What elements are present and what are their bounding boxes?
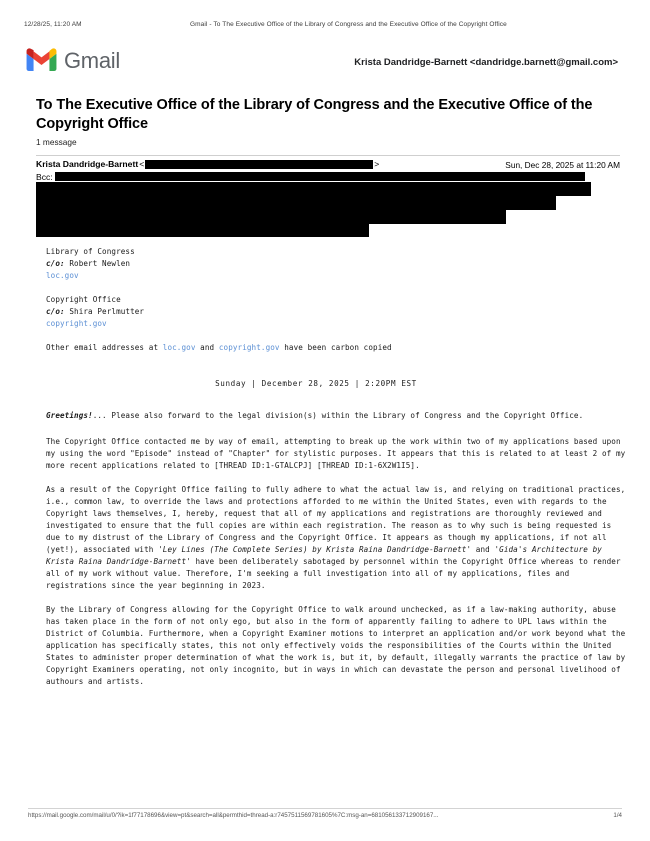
cc-note-middle: and <box>195 343 219 352</box>
carbon-copy-note <box>46 342 626 354</box>
subject-block <box>36 96 618 147</box>
attn-label: c/o: <box>46 307 65 316</box>
sender-name: Krista Dandridge-Barnett <box>36 159 139 169</box>
redaction-bar <box>36 196 556 210</box>
footer-divider <box>28 808 622 809</box>
footer-url: https://mail.google.com/mail/u/0/?ik=1f77178696&view=pt&search=all&permthid=thread-a:r7457511569781605%7C:msg-an=681056133712909167... <box>28 812 439 819</box>
sender-email-redaction <box>145 160 373 169</box>
logo-row <box>0 48 650 84</box>
cc-note-suffix: have been carbon copied <box>279 343 392 352</box>
account-display: Krista Dandridge-Barnett <dandridge.barnett@gmail.com> <box>354 57 618 68</box>
recipient-link-copyright-gov[interactable]: copyright.gov <box>46 319 107 328</box>
greeting-label: Greetings! <box>46 411 93 420</box>
sender-row <box>36 159 620 170</box>
body-paragraph-3: By the Library of Congress allowing for the Copyright Office to walk around unchecked, as if a law-making authority, abuse has taken place in the form of not only ego, but also in the form of apparently failing to adhere to UPL laws within the District of Columbia. Furthermore, when a Copyright Examiner motions to interpret an application and/or work beyond what the application has specifically states, this not only effectively voids the responsibilities of the Courts within the United States to administer proper determination of what the work is, but it, by default, illegally warrants the practice of law by Copyright Examiners operating, not only incognito, but in ways in which can devastate the person and personal livelihood of authours and artists. <box>46 605 626 686</box>
attn-name: Robert Newlen <box>69 259 131 268</box>
angle-bracket-open: < <box>139 159 145 169</box>
footer-page-number: 1/4 <box>613 812 622 819</box>
bcc-label: Bcc: <box>36 172 53 182</box>
gmail-wordmark: Gmail <box>64 48 120 73</box>
redaction-bar <box>36 224 369 237</box>
greeting-paragraph <box>46 410 626 422</box>
redaction-bar <box>36 210 506 224</box>
print-header-date: 12/28/25, 11:20 AM <box>24 21 82 28</box>
body-paragraph-2: As a result of the Copyright Office failing to fully adhere to what the actual law is, and relying on traditional practices, i.e., common law, to override the laws and protections afforded to me within the United States, even with regards to the Copyright laws themselves, I, hereby, request that all of my applications and registrations are thoroughly reviewed and investigated to ensure that the full copies are within each registration. The reason as to why such is being requested is due to my distrust of the Library of Congress and the Copyright Office. It appears as though my applications, if not all (yet!), associated with 'Ley Lines (The Complete Series) by Krista Raina Dandridge-Barnett' and 'Gida's Architecture by Krista Raina Dandridge-Barnett' have been deliberately sabotaged by personnel within the Copyright Office whereas to render all of my work without value. Therefore, I'm seeking a full investigation into all of my applications, files and registrations since the year beginning in 2023. <box>46 485 626 590</box>
redaction-bar <box>36 182 591 196</box>
sender-identity <box>36 159 505 169</box>
cc-note-prefix: Other email addresses at <box>46 343 163 352</box>
recipient-block-loc <box>46 246 626 282</box>
cc-link-loc-gov[interactable]: loc.gov <box>162 343 196 352</box>
print-header <box>0 21 650 28</box>
page-title: To The Executive Office of the Library of Congress and the Executive Office of the Copyright Office <box>36 97 593 132</box>
recipient-org: Library of Congress <box>46 247 135 256</box>
recipient-attn <box>46 306 626 318</box>
recipient-org: Copyright Office <box>46 295 121 304</box>
body-paragraph-1: The Copyright Office contacted me by way of email, attempting to break up the work within two of my applications based upon my using the word "Episode" instead of "Chapter" for stylistic purposes. It appears that this is related to at least 2 of my more recent applications related to [THREAD ID:1-GTALCPJ] [THREAD ID:1-6X2W1I5]. <box>46 437 626 470</box>
greeting-rest: ... Please also forward to the legal division(s) within the Library of Congress and the Copyright Office. <box>92 411 584 420</box>
gmail-logo <box>26 48 120 71</box>
body-date-line: Sunday | December 28, 2025 | 2:20PM EST <box>215 379 417 388</box>
recipient-attn <box>46 258 626 270</box>
header-divider <box>36 155 620 156</box>
recipient-block-copyright <box>46 294 626 330</box>
angle-bracket-close: > <box>374 159 380 169</box>
bcc-redaction-block <box>36 178 620 238</box>
attn-label: c/o: <box>46 259 65 268</box>
email-body <box>46 246 626 700</box>
message-count: 1 message <box>36 137 77 148</box>
cc-link-copyright-gov[interactable]: copyright.gov <box>218 343 280 352</box>
print-footer <box>0 812 650 819</box>
recipient-link-loc-gov[interactable]: loc.gov <box>46 271 79 280</box>
print-header-title: Gmail - To The Executive Office of the Library of Congress and the Executive Office of the Copyright Office <box>190 21 507 28</box>
message-date: Sun, Dec 28, 2025 at 11:20 AM <box>505 160 620 170</box>
gmail-m-envelope-icon <box>26 48 57 71</box>
attn-name: Shira Perlmutter <box>69 307 145 316</box>
